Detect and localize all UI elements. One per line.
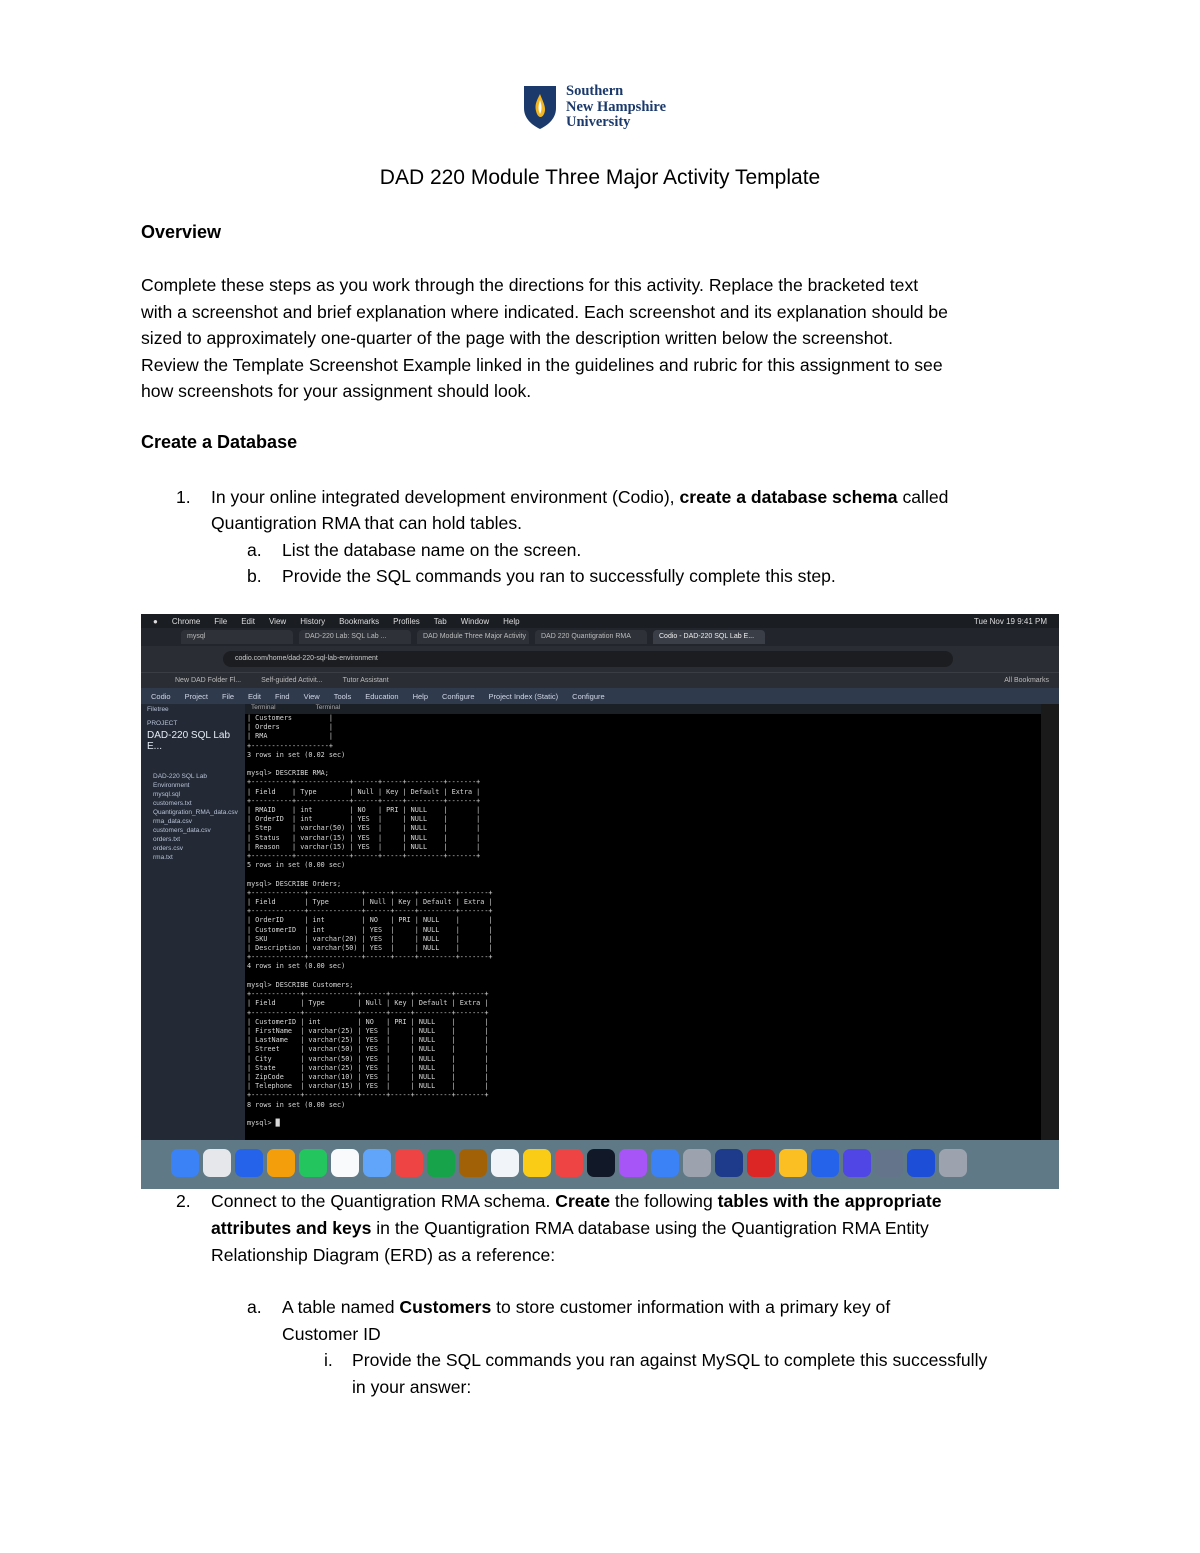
file-item: orders.csv bbox=[153, 845, 183, 852]
bookmark: Self-guided Activit... bbox=[261, 677, 323, 684]
dock-app-icon bbox=[747, 1149, 775, 1177]
overview-line: with a screenshot and brief explanation where indicated. Each screenshot and its explanation should be bbox=[141, 301, 948, 322]
step-2a-number: a. bbox=[247, 1297, 262, 1317]
menu-item: Bookmarks bbox=[339, 616, 380, 626]
filetree-label: Filetree bbox=[147, 706, 169, 713]
codio-menu-item: View bbox=[303, 691, 320, 701]
dock-app-icon bbox=[235, 1149, 263, 1177]
step-1-bold: create a database schema bbox=[679, 487, 898, 507]
dock-app-icon bbox=[587, 1149, 615, 1177]
codio-menu-item: Codio bbox=[151, 691, 171, 701]
document-title: DAD 220 Module Three Major Activity Template bbox=[379, 166, 821, 189]
browser-address-bar bbox=[141, 646, 1059, 672]
dock-app-icon bbox=[651, 1149, 679, 1177]
project-name: DAD-220 SQL Lab E... bbox=[147, 730, 231, 752]
step-1a-number: a. bbox=[247, 540, 262, 560]
bookmark: New DAD Folder Fl... bbox=[175, 677, 242, 684]
dock-app-icon bbox=[299, 1149, 327, 1177]
step-2-text-end: in the Quantigration RMA database using the Quantigration RMA Entity bbox=[371, 1218, 929, 1238]
file-item: Quantigration_RMA_data.csv bbox=[153, 809, 238, 816]
file-item: rma.txt bbox=[153, 854, 173, 861]
codio-screenshot bbox=[141, 614, 1059, 1189]
overview-line: how screenshots for your assignment should look. bbox=[141, 381, 532, 401]
browser-tabbar bbox=[141, 628, 1059, 646]
bookmarks-bar bbox=[141, 672, 1059, 688]
section-heading: Create a Database bbox=[141, 432, 298, 452]
codio-menu-item: File bbox=[221, 691, 235, 701]
mac-dock bbox=[141, 1140, 1059, 1189]
step-2a-line-1 bbox=[282, 1294, 890, 1321]
codio-menu-item: Education bbox=[365, 691, 399, 701]
step-2-bold-tables: tables with the appropriate bbox=[717, 1191, 942, 1211]
menu-item: Tab bbox=[433, 616, 447, 626]
bookmark: Tutor Assistant bbox=[342, 677, 389, 684]
dock-app-icon bbox=[555, 1149, 583, 1177]
file-item: mysql.sql bbox=[153, 791, 181, 798]
menubar-clock: Tue Nov 19 9:41 PM bbox=[973, 616, 1047, 626]
dock-app-icon bbox=[875, 1149, 903, 1177]
dock-app-icon bbox=[331, 1149, 359, 1177]
step-2a-line-2: Customer ID bbox=[282, 1324, 381, 1344]
step-2ai-line-2: in your answer: bbox=[352, 1377, 472, 1397]
bookmark: All Bookmarks bbox=[1004, 677, 1049, 684]
file-item: DAD-220 SQL Lab Environment bbox=[153, 773, 207, 789]
step-2-bold-attributes: attributes and keys bbox=[211, 1218, 372, 1238]
browser-tab: DAD 220 Quantigration RMA bbox=[535, 630, 647, 644]
url-field: codio.com/home/dad-220-sql-lab-environment bbox=[223, 651, 953, 667]
step-1-text-end: called bbox=[897, 487, 949, 507]
overview-line: Review the Template Screenshot Example linked in the guidelines and rubric for this assignment to see bbox=[141, 354, 943, 375]
codio-menu-item: Tools bbox=[333, 691, 352, 701]
dock-app-icon bbox=[843, 1149, 871, 1177]
terminal-scrollbar bbox=[1041, 704, 1059, 1140]
browser-tab: DAD-220 Lab: SQL Lab ... bbox=[299, 630, 411, 644]
codio-filetree bbox=[141, 704, 245, 1140]
terminal-tab: Terminal bbox=[251, 704, 276, 711]
menu-item: File bbox=[214, 616, 228, 626]
overview-line: Complete these steps as you work through the directions for this activity. Replace the bracketed text bbox=[141, 275, 919, 295]
terminal-output: | Customers | | Orders | | RMA | +-------------------+ 3 rows in set (0.02 sec) mysql> DESCRIBE RMA; +----------+-------------+------+-----+---------+-------+ | Field | Type | Null | Key | Default | Extra | +----------+-------------+------+-----+---------+-------+ | RMAID | int | NO | PRI | NULL | | | OrderID | int | YES | | NULL | | | Step | varchar(50) | YES | | NULL | | | Status | varchar(15) | YES | | NULL | | | Reason | varchar(15) | YES | | NULL | | +----------+-------------+------+-----+---------+-------+ 5 rows in set (0.00 sec) mysql> DESCRIBE Orders; +-------------+-------------+------+-----+---------+-------+ | Field | Type | Null | Key | Default | Extra | +-------------+-------------+------+-----+---------+-------+ | OrderID | int | NO | PRI | NULL | | | CustomerID | int | YES | | NULL | | | SKU | varchar(20) | YES | | NULL | | | Description | varchar(50) | YES | | NULL | | +-------------+-------------+------+-----+---------+-------+ 4 rows in set (0.00 sec) mysql> DESCRIBE Customers; +------------+-------------+------+-----+---------+-------+ | Field | Type | Null | Key | Default | Extra | +------------+-------------+------+-----+---------+-------+ | CustomerID | int | NO | PRI | NULL | | | FirstName | varchar(25) | YES | | NULL | | | LastName | varchar(25) | YES | | NULL | | | Street | varchar(50) | YES | | NULL | | | City | varchar(50) | YES | | NULL | | | State | varchar(25) | YES | | NULL | | | ZipCode | varchar(10) | YES | | NULL | | | Telephone | varchar(15) | YES | | NULL | | +------------+-------------+------+-----+---------+-------+ 8 rows in set (0.00 sec) mysql> █ bbox=[245, 714, 1041, 1140]
dock-app-icon bbox=[779, 1149, 807, 1177]
step-2-text: Connect to the Quantigration RMA schema. bbox=[211, 1191, 556, 1211]
dock-app-icon bbox=[939, 1149, 967, 1177]
browser-tab: mysql bbox=[181, 630, 293, 644]
codio-menu-item: Project bbox=[184, 691, 208, 701]
codio-menu-item: Project Index (Static) bbox=[488, 691, 559, 701]
menu-item: Edit bbox=[241, 616, 255, 626]
step-2-line-3: Relationship Diagram (ERD) as a reference: bbox=[211, 1245, 556, 1265]
step-1-line-1 bbox=[211, 484, 948, 511]
dock-app-icon bbox=[395, 1149, 423, 1177]
mac-menubar bbox=[141, 614, 1059, 628]
dock-app-icon bbox=[363, 1149, 391, 1177]
step-1-text: In your online integrated development environment (Codio), bbox=[211, 487, 680, 507]
dock-app-icon bbox=[427, 1149, 455, 1177]
apple-icon: ● bbox=[153, 616, 158, 626]
step-2a-bold: Customers bbox=[399, 1297, 492, 1317]
step-2-text-mid: the following bbox=[610, 1191, 718, 1211]
file-item: rma_data.csv bbox=[153, 818, 193, 825]
dock-app-icon bbox=[619, 1149, 647, 1177]
step-2-line-1 bbox=[211, 1188, 942, 1215]
logo-line-2: New Hampshire bbox=[566, 98, 667, 115]
step-2a-text: A table named bbox=[282, 1297, 400, 1317]
menu-item: History bbox=[300, 616, 326, 626]
snhu-shield-icon bbox=[522, 84, 558, 130]
step-1-number: 1. bbox=[176, 487, 191, 507]
overview-line: sized to approximately one-quarter of the page with the description written below the screenshot. bbox=[141, 328, 894, 348]
step-1b-text: Provide the SQL commands you ran to successfully complete this step. bbox=[282, 566, 836, 586]
step-1a-text: List the database name on the screen. bbox=[282, 540, 582, 560]
dock-app-icon bbox=[491, 1149, 519, 1177]
browser-tab: DAD Module Three Major Activity bbox=[417, 630, 529, 644]
step-2ai-line-1: Provide the SQL commands you ran against MySQL to complete this successfully bbox=[352, 1350, 988, 1370]
project-label: PROJECT bbox=[147, 720, 178, 727]
step-2-number: 2. bbox=[176, 1191, 191, 1211]
dock-app-icon bbox=[907, 1149, 935, 1177]
overview-heading: Overview bbox=[141, 222, 222, 242]
snhu-logo bbox=[522, 84, 692, 132]
file-item: orders.txt bbox=[153, 836, 181, 843]
terminal-tab: Terminal bbox=[315, 704, 341, 711]
menu-item: Help bbox=[503, 616, 520, 626]
menu-item: View bbox=[268, 616, 287, 626]
dock-app-icon bbox=[171, 1149, 199, 1177]
logo-line-3: University bbox=[566, 114, 631, 130]
dock-app-icon bbox=[459, 1149, 487, 1177]
dock-app-icon bbox=[523, 1149, 551, 1177]
overview-paragraph bbox=[141, 272, 1061, 405]
step-1b-number: b. bbox=[247, 566, 262, 586]
codio-menu-item: Edit bbox=[248, 691, 261, 701]
codio-menu-item: Find bbox=[274, 691, 290, 701]
file-item: customers_data.csv bbox=[153, 827, 211, 834]
codio-menu-item: Help bbox=[412, 691, 429, 701]
terminal-tabs bbox=[245, 704, 1059, 714]
step-2-bold-create: Create bbox=[555, 1191, 611, 1211]
logo-line-1: Southern bbox=[566, 83, 624, 99]
dock-app-icon bbox=[811, 1149, 839, 1177]
menu-item: Window bbox=[460, 616, 490, 626]
codio-menubar bbox=[141, 688, 1059, 704]
browser-tab-active: Codio - DAD-220 SQL Lab E... bbox=[653, 630, 765, 644]
step-2a-text-end: to store customer information with a primary key of bbox=[491, 1297, 891, 1317]
step-2-line-2 bbox=[211, 1215, 929, 1242]
codio-menu-item: Configure bbox=[572, 691, 605, 701]
dock-app-icon bbox=[715, 1149, 743, 1177]
dock-app-icon bbox=[203, 1149, 231, 1177]
file-item: customers.txt bbox=[153, 800, 192, 807]
dock-app-icon bbox=[683, 1149, 711, 1177]
menu-item: Profiles bbox=[393, 616, 420, 626]
codio-menu-item: Configure bbox=[442, 691, 475, 701]
step-1-line-2: Quantigration RMA that can hold tables. bbox=[211, 513, 523, 533]
menu-item: Chrome bbox=[171, 616, 201, 626]
step-2ai-number: i. bbox=[324, 1350, 333, 1370]
dock-icons bbox=[171, 1149, 967, 1177]
dock-app-icon bbox=[267, 1149, 295, 1177]
